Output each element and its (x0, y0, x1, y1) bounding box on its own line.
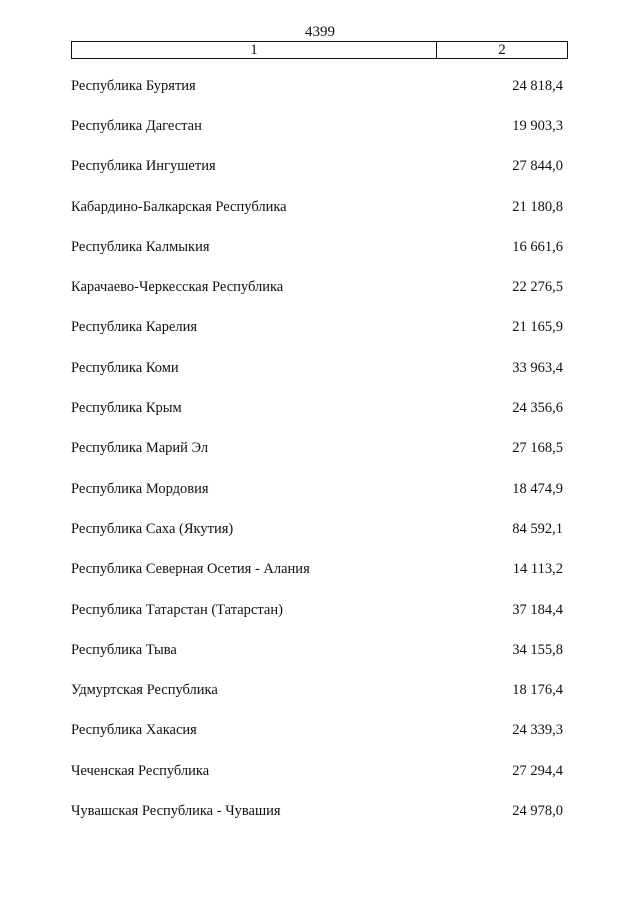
region-value: 21 165,9 (512, 319, 563, 336)
region-name: Карачаево-Черкесская Республика (71, 279, 284, 296)
region-value: 18 474,9 (512, 480, 563, 497)
table-row (71, 388, 563, 428)
table-row (71, 711, 563, 751)
table-header (71, 41, 568, 59)
table-row (71, 550, 563, 590)
region-name: Республика Марий Эл (71, 440, 209, 457)
column-header-1: 1 (72, 42, 437, 58)
region-value: 84 592,1 (512, 520, 563, 537)
region-value: 27 844,0 (512, 158, 563, 175)
table-row (71, 187, 563, 227)
region-name: Кабардино-Балкарская Республика (71, 198, 287, 215)
region-value: 24 818,4 (512, 77, 563, 94)
table-row (71, 791, 563, 831)
table-row (71, 348, 563, 388)
region-name: Республика Татарстан (Татарстан) (71, 601, 283, 618)
region-name: Чеченская Республика (71, 762, 210, 779)
region-name: Республика Крым (71, 400, 182, 417)
region-name: Республика Северная Осетия - Алания (71, 561, 310, 578)
region-value: 37 184,4 (512, 601, 563, 618)
column-header-2: 2 (498, 42, 506, 58)
table-row (71, 267, 563, 307)
region-value: 24 356,6 (512, 400, 563, 417)
region-name: Удмуртская Республика (71, 682, 218, 699)
region-name: Республика Тыва (71, 641, 177, 658)
region-name: Республика Бурятия (71, 77, 196, 94)
region-value: 22 276,5 (512, 279, 563, 296)
region-value: 24 978,0 (512, 802, 563, 819)
region-name: Республика Калмыкия (71, 238, 210, 255)
region-value: 14 113,2 (512, 561, 563, 578)
region-value: 33 963,4 (512, 359, 563, 376)
table-row (71, 66, 563, 106)
page-number: 4399 (305, 24, 335, 40)
table-row (71, 308, 563, 348)
region-name: Республика Коми (71, 359, 179, 376)
table-row (71, 751, 563, 791)
region-value: 21 180,8 (512, 198, 563, 215)
region-name: Республика Мордовия (71, 480, 209, 497)
table-row (71, 469, 563, 509)
table-row (71, 590, 563, 630)
region-name: Чувашская Республика - Чувашия (71, 802, 281, 819)
region-name: Республика Дагестан (71, 117, 202, 134)
region-value: 24 339,3 (512, 722, 563, 739)
region-value: 19 903,3 (512, 117, 563, 134)
table-row (71, 227, 563, 267)
table-row (71, 670, 563, 710)
region-name: Республика Саха (Якутия) (71, 520, 234, 537)
table-row (71, 429, 563, 469)
region-value: 34 155,8 (512, 641, 563, 658)
region-value: 18 176,4 (512, 682, 563, 699)
table-body (71, 66, 563, 832)
table-row (71, 147, 563, 187)
region-name: Республика Ингушетия (71, 158, 216, 175)
table-row (71, 509, 563, 549)
region-name: Республика Хакасия (71, 722, 197, 739)
table-row (71, 106, 563, 146)
region-value: 27 294,4 (512, 762, 563, 779)
region-name: Республика Карелия (71, 319, 198, 336)
region-value: 16 661,6 (512, 238, 563, 255)
region-value: 27 168,5 (512, 440, 563, 457)
table-row (71, 630, 563, 670)
